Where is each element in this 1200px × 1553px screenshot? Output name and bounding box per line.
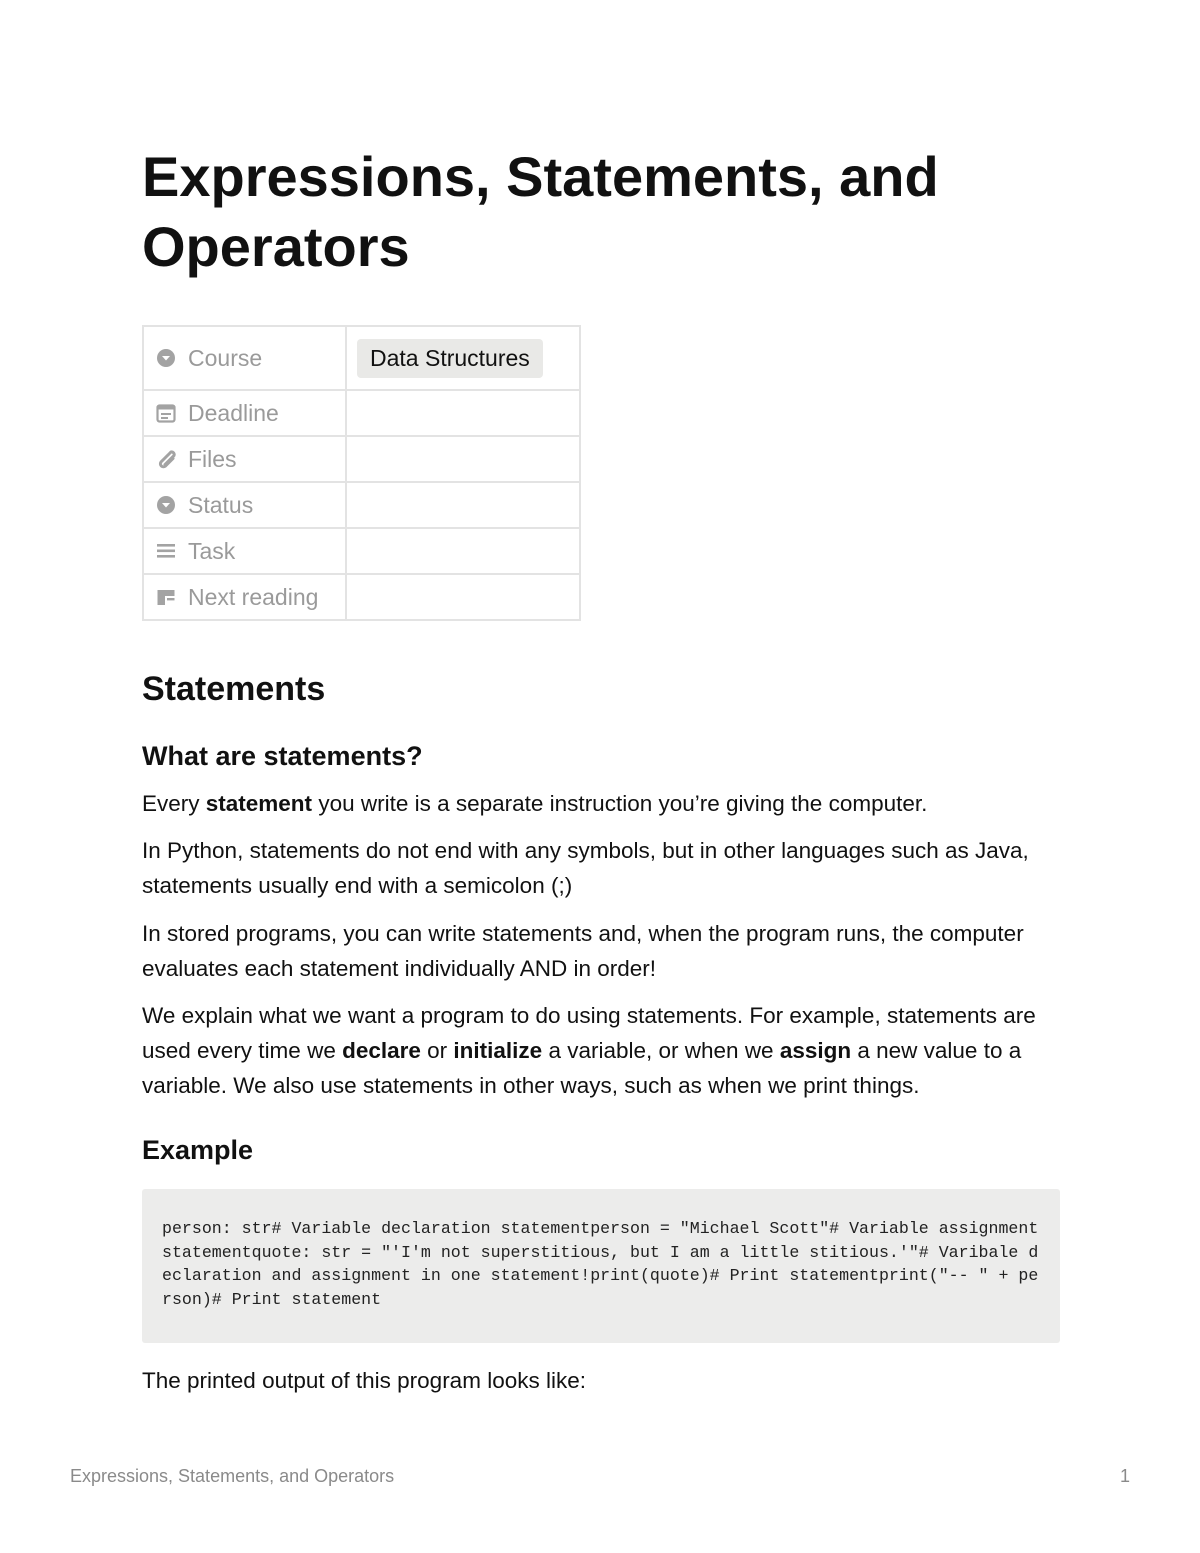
text-span: Every	[142, 791, 206, 816]
select-icon	[155, 494, 177, 516]
text-span: a new value to a variable. We also use statements in other ways, such as when we print things.	[142, 1038, 1022, 1098]
text-span: you write is a separate instruction you’re giving the computer.	[312, 791, 928, 816]
property-label: Deadline	[188, 399, 279, 426]
paragraph-stored-programs: In stored programs, you can write statements and, when the program runs, the computer evaluates each statement individually AND in order!	[142, 921, 1024, 981]
footer-title: Expressions, Statements, and Operators	[70, 1466, 395, 1486]
subheading-example: Example	[142, 1135, 254, 1165]
paragraph-python-statements: In Python, statements do not end with any symbols, but in other languages such as Java, statements usually end with a semicolon (;)	[142, 838, 1029, 898]
property-value[interactable]	[346, 390, 580, 436]
property-value[interactable]	[346, 574, 580, 620]
code-block[interactable]: person: str# Variable declaration statementperson = "Michael Scott"# Variable assignment statementquote: str = "'I'm not superstitious, but I am a little stitious.'"# Varibale declaration and assignment in one statement!print(quote)# Print statementprint("-- " + person)# Print statement	[142, 1189, 1060, 1343]
property-label: Status	[188, 491, 254, 518]
text-span: We explain what we want a program to do using statements. For example, statements are used every time we	[142, 1003, 1036, 1063]
text-span: a variable, or when we	[542, 1038, 780, 1063]
subheading-what-are-statements: What are statements?	[142, 741, 423, 771]
property-row-status	[143, 482, 580, 528]
property-label: Course	[188, 344, 263, 371]
properties-table	[142, 325, 581, 621]
select-icon	[155, 347, 177, 369]
property-label: Task	[188, 537, 236, 564]
property-row-course	[143, 326, 580, 390]
property-row-task	[143, 528, 580, 574]
property-value[interactable]	[346, 326, 580, 390]
paperclip-icon	[155, 448, 177, 470]
paragraph-statement-uses	[142, 998, 1072, 1103]
property-key	[143, 574, 346, 620]
property-value[interactable]	[346, 482, 580, 528]
property-key	[143, 326, 346, 390]
relation-icon	[155, 586, 177, 608]
property-key	[143, 436, 346, 482]
bold-term-initialize: initialize	[453, 1038, 543, 1063]
property-label: Files	[188, 445, 237, 472]
section-heading-statements: Statements	[142, 670, 326, 708]
bold-term-assign: assign	[779, 1038, 852, 1063]
text-span: or	[420, 1038, 454, 1063]
property-key	[143, 482, 346, 528]
text-lines-icon	[155, 540, 177, 562]
property-key	[143, 528, 346, 574]
bold-term-declare: declare	[342, 1038, 421, 1063]
property-row-files	[143, 436, 580, 482]
paragraph-statement-definition	[142, 786, 1072, 821]
page-number: 1	[1119, 1466, 1130, 1486]
paragraph-output-intro: The printed output of this program looks like:	[142, 1368, 586, 1393]
property-key	[143, 390, 346, 436]
property-label: Next reading	[188, 583, 319, 610]
property-row-next-reading	[143, 574, 580, 620]
property-value[interactable]	[346, 436, 580, 482]
calendar-icon	[155, 402, 177, 424]
property-value[interactable]	[346, 528, 580, 574]
bold-term-statement: statement	[205, 791, 313, 816]
property-row-deadline	[143, 390, 580, 436]
course-tag[interactable]: Data Structures	[357, 339, 543, 378]
page-title: Expressions, Statements, and Operators	[142, 145, 939, 278]
